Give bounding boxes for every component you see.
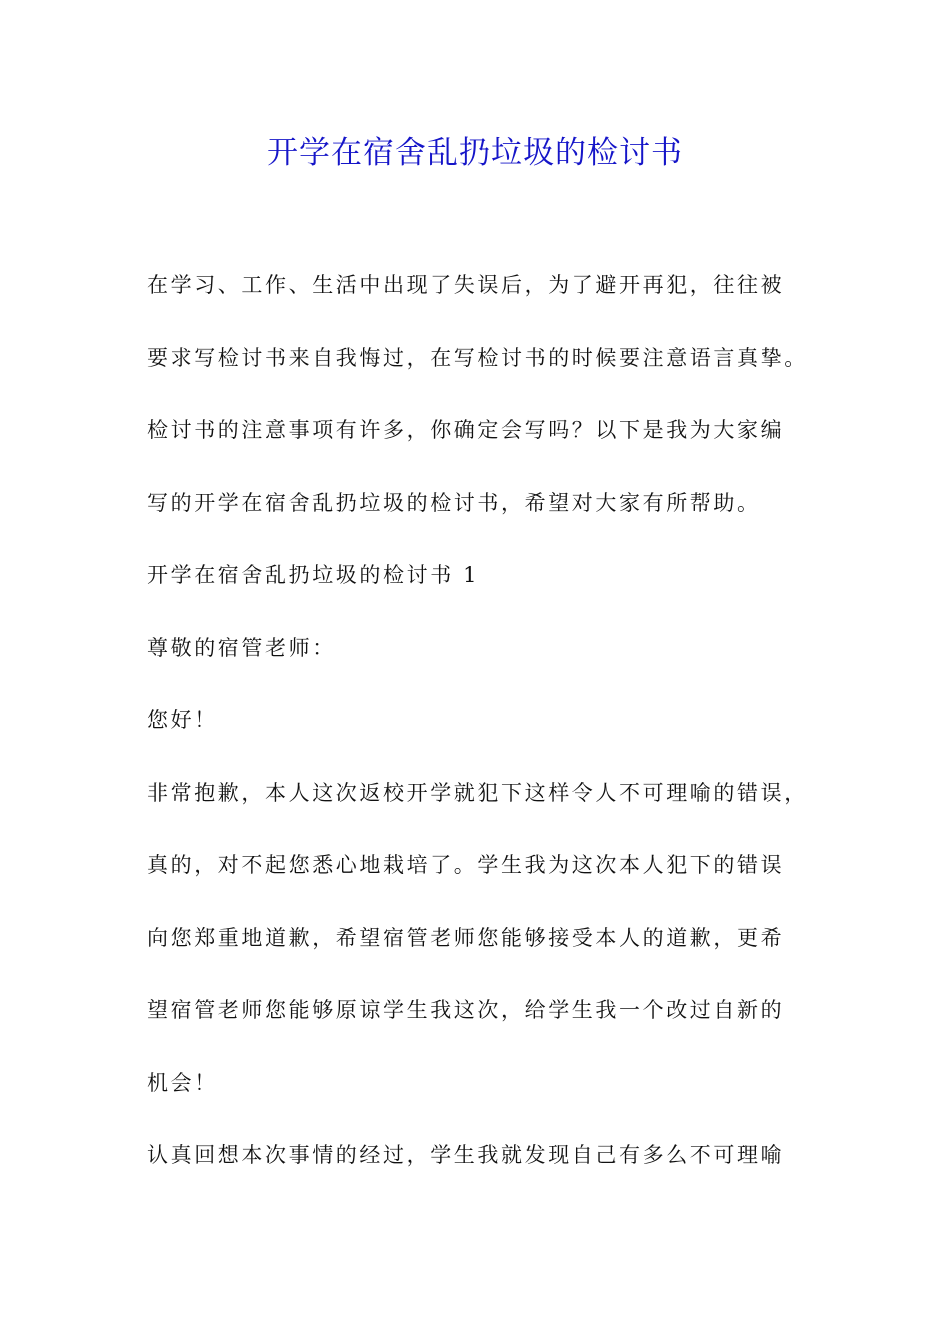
paragraph-line: 写的开学在宿舍乱扔垃圾的检讨书，希望对大家有所帮助。 bbox=[147, 490, 761, 515]
paragraph-line: 真的，对不起您悉心地栽培了。学生我为这次本人犯下的错误 bbox=[147, 853, 785, 877]
paragraph-line: 机会！ bbox=[147, 1070, 218, 1095]
paragraph-line: 要求写检讨书来自我悔过，在写检讨书的时候要注意语言真挚。 bbox=[147, 345, 808, 370]
paragraph-line: 检讨书的注意事项有许多，你确定会写吗？以下是我为大家编 bbox=[147, 418, 785, 442]
document-body bbox=[147, 260, 827, 1203]
paragraph-line: 非常抱歉，本人这次返校开学就犯下这样令人不可理喻的错误， bbox=[147, 780, 808, 805]
paragraph-line: 向您郑重地道歉，希望宿管老师您能够接受本人的道歉，更希 bbox=[147, 925, 785, 950]
section-heading: 开学在宿舍乱扔垃圾的检讨书 1 bbox=[147, 563, 480, 587]
greeting: 您好！ bbox=[147, 708, 218, 732]
salutation: 尊敬的宿管老师： bbox=[147, 635, 336, 660]
paragraph-line: 在学习、工作、生活中出现了失误后，为了避开再犯，往往被 bbox=[147, 273, 785, 297]
paragraph-line: 望宿管老师您能够原谅学生我这次，给学生我一个改过自新的 bbox=[147, 998, 785, 1022]
paragraph-line: 认真回想本次事情的经过，学生我就发现自己有多么不可理喻 bbox=[147, 1143, 785, 1167]
document-title: 开学在宿舍乱扔垃圾的检讨书 bbox=[267, 135, 683, 171]
